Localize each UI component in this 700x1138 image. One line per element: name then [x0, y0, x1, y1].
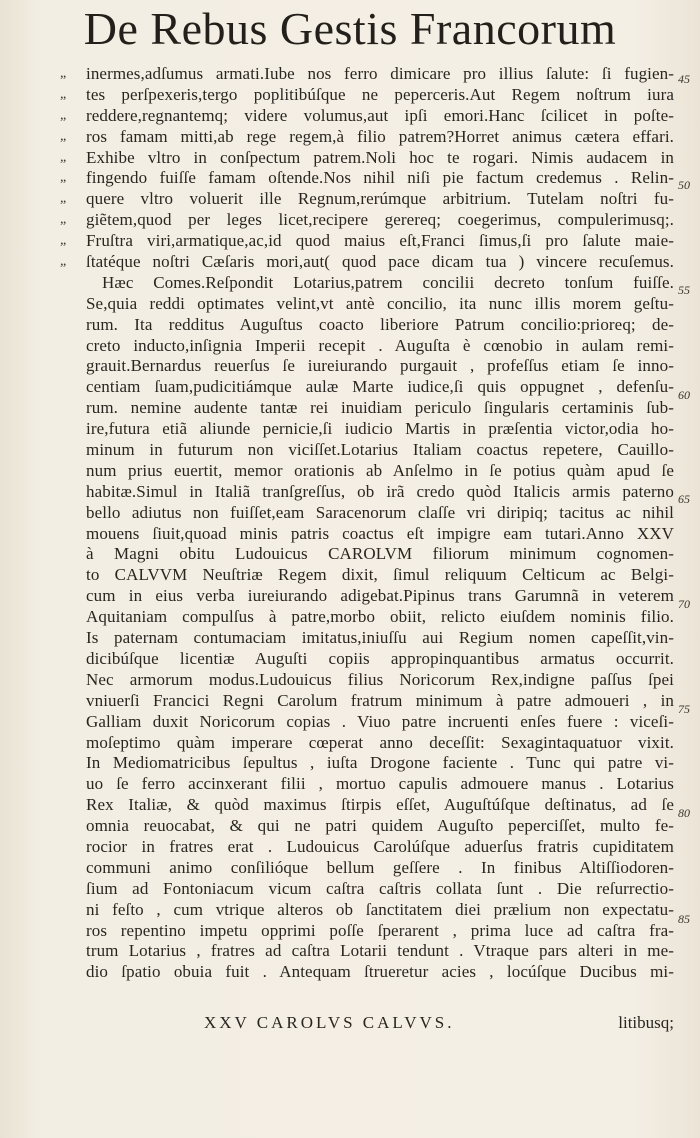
quotation-marks-column: [60, 64, 84, 273]
quote-mark: „: [60, 66, 67, 81]
margin-line-number: 55: [678, 283, 690, 297]
text-line: Galliam duxit Noricorum copias . Viuo patre incruenti enſes fuere : viceſi-: [86, 711, 674, 731]
text-line: Rex Italiæ, & quòd maximus ſtirpis eſſet, Auguſtúſque deſtinatus, ad ſe: [86, 795, 674, 815]
text-line: Se,quia reddi optimates velint,vt antè concilio, ita nunc illis morem geſtu-: [86, 293, 674, 313]
text-line: fingendo fuiſſe famam oſtende.Nos nihil niſi pie factum credemus . Relin-: [86, 168, 674, 188]
text-line: mouens ſiuit,quoad minis patris coactus eſt impigre eam tutari.Anno XXV: [86, 523, 674, 543]
text-line: Is paternam contumaciam imitatus,iniuſſu aui Regium nomen capeſſit,vin-: [86, 628, 674, 648]
text-line: ſium ad Fontoniacum vicum caſtra caſtris collata ſunt . Die reſurrectio-: [86, 878, 674, 898]
margin-line-number: 80: [678, 806, 690, 820]
text-line: tes perſpexeris,tergo poplitibúſque ne peperceris.Aut Regem noſtrum iura: [86, 84, 674, 104]
margin-line-number: 75: [678, 702, 690, 716]
text-line: creto inducto,inſignia Imperii recepit . Auguſta è cœnobio in aulam remi-: [86, 335, 674, 355]
text-line: Aquitaniam compulſus à patre,morbo obiit, relicto eiuſdem nominis filio.: [86, 607, 674, 627]
text-line: ni feſto , cum vtrique alteros ob ſanctitatem diei prælium non expectatu-: [86, 899, 674, 919]
margin-line-number: 45: [678, 72, 690, 86]
text-line: communi animo conſilióque bellum geſſere . In finibus Altiſſiodoren-: [86, 857, 674, 877]
text-line: dicibúſque licentiæ Auguſti copiis appropinquantibus armatus occurrit.: [86, 648, 674, 668]
text-line: ros famam mitti,ab rege regem,à filio patrem?Horret animus cætera effari.: [86, 126, 674, 146]
quote-mark: „: [60, 212, 67, 228]
text-line: rocior in fratres erat . Ludouicus Carolúſque aduerſus fratris cupiditatem: [86, 836, 674, 856]
quote-mark: „: [60, 128, 67, 144]
text-line: omnia reuocabat, & qui ne patri quidem Auguſto peperciſſet, multo fe-: [86, 816, 674, 836]
margin-line-number: 85: [678, 912, 690, 926]
text-line: giẽtem,quod per leges licet,recipere gerereq; coegerimus, compulerimusq;.: [86, 210, 674, 230]
quote-mark: „: [60, 86, 67, 102]
text-line: à Magni obitu Ludouicus CAROLVM filiorum minimum cognomen-: [86, 544, 674, 564]
text-line: rum. Ita redditus Auguſtus coacto liberiore Patrum concilio:prioreq; de-: [86, 314, 674, 334]
text-line: grauit.Bernardus reuerſus ſe iureiurando purgauit , profeſſus etiam ſe inno-: [86, 356, 674, 376]
quote-mark: „: [60, 233, 67, 249]
text-line: ros repentino impetu opprimi poſſe ſperarent , prima luce ad caſtra fra-: [86, 920, 674, 940]
text-line: cum in eius verba iureiurando adigebat.Pipinus trans Garumnã in veterem: [86, 586, 674, 606]
text-line: rum. nemine audente tantæ rei inuidiam periculo ſingularis certaminis ſub-: [86, 398, 674, 418]
text-line: trum Lotarius , fratres ad caſtra Lotarii tendunt . Vtraque pars alteri in me-: [86, 941, 674, 961]
margin-line-number: 65: [678, 492, 690, 506]
quote-mark: „: [60, 170, 67, 186]
text-line: bello adiutus non fuiſſet,eam Saracenorum claſſe vri diripiq; tacitus ac nihil: [86, 502, 674, 522]
text-line: centiam ſuam,pudicitiámque aulæ Marte iudice,ſi quis oppugnet , defenſu-: [86, 377, 674, 397]
text-line: num prius euertit, memor orationis ab Anſelmo in ſe potius quàm apud ſe: [86, 460, 674, 480]
running-head: De Rebus Gestis Francorum: [83, 3, 617, 54]
body-text: [86, 64, 674, 983]
text-line: dio ſpatio obuia fuit . Antequam ſtrueretur acies , locúſque Ducibus mi-: [86, 962, 674, 982]
quote-mark: „: [60, 149, 67, 165]
signature-mark: XXV CAROLVS CALVVS.: [204, 1013, 455, 1032]
text-line: moſeptimo quàm imperare cœperat anno deceſſit: Sexagintaquatuor vixit.: [86, 732, 674, 752]
text-line: reddere,regnantemq; videre volumus,aut ipſi emori.Hanc ſcilicet in poſte-: [86, 105, 674, 125]
quote-mark: „: [60, 107, 67, 123]
margin-line-number: 70: [678, 597, 690, 611]
text-line: vniuerſi Francici Regni Carolum fratrum minimum à patre admoueri , in: [86, 690, 674, 710]
text-line: quere vltro voluerit ille Regnum,rerúmque arbitrium. Tutelam noſtri fu-: [86, 189, 674, 209]
quote-mark: „: [60, 191, 67, 207]
margin-line-number: 60: [678, 388, 690, 402]
text-line: Hæc Comes.Reſpondit Lotarius,patrem concilii decreto tonſum fuiſſe.: [102, 272, 674, 292]
text-line: habitæ.Simul in Italiã tranſgreſſus, ob irã credo quòd Italicis armis paterno: [86, 481, 674, 501]
text-line: Nec armorum modus.Ludouicus filius Noricorum Rex,indigne paſſus ſpei: [86, 669, 674, 689]
text-line: In Mediomatricibus ſepultus , iuſta Drogone faciente . Tunc qui patre vi-: [86, 753, 674, 773]
text-line: Exhibe vltro in conſpectum patrem.Noli hoc te rogari. Nimis audacem in: [86, 147, 674, 167]
margin-line-number: 50: [678, 178, 690, 192]
text-line: Fruſtra viri,armatique,ac,id quod maius eſt,Franci ſimus,ſi pro ſalute maie-: [86, 231, 674, 251]
text-line: to CALVVM Neuſtriæ Regem dixit, ſimul reliquum Celticum ac Belgi-: [86, 565, 674, 585]
text-line: uo ſe ferro accinxerant filii , mortuo capulis admouere manus . Lotarius: [86, 774, 674, 794]
text-line: ire,futura etiã aliunde pernicie,ſi iudicio Martis in præſentia victor,odia ho-: [86, 419, 674, 439]
text-line: minum in futurum non viciſſet.Lotarius Italiam coactus repetere, Cauillo-: [86, 440, 674, 460]
text-line: ſtatéque noſtri Cæſaris mori,aut( quod pace dicam tua ) vincere recuſemus.: [86, 252, 674, 272]
catchword: litibusq;: [618, 1013, 674, 1032]
quote-mark: „: [60, 254, 67, 270]
text-line: inermes,adſumus armati.Iube nos ferro dimicare pro illius ſalute: ſi fugien-: [86, 64, 674, 83]
